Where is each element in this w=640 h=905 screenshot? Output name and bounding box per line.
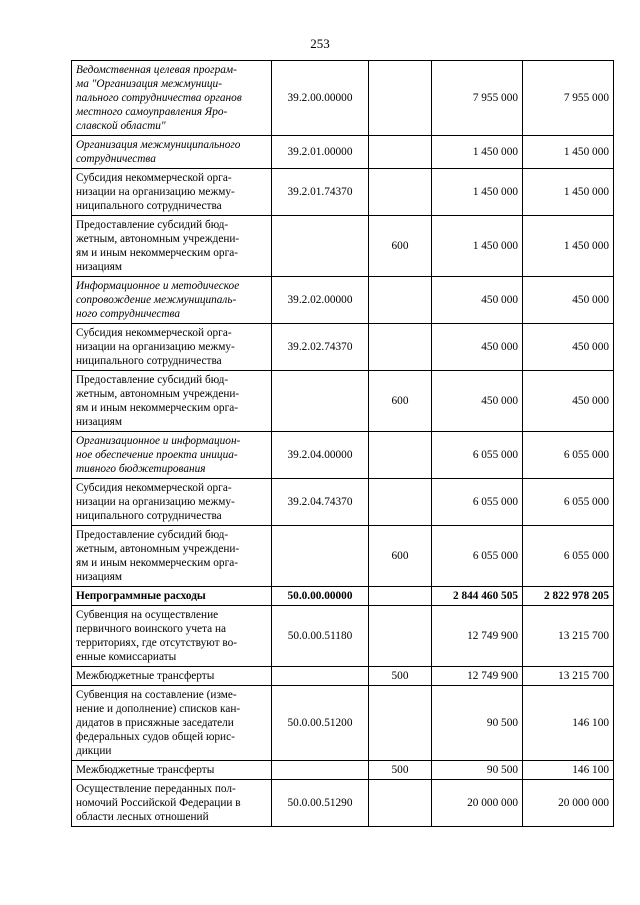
row-code-cell: 39.2.02.74370	[272, 324, 369, 371]
row-kind-cell: 500	[369, 667, 432, 686]
table-row	[72, 277, 614, 324]
row-sum-year1-cell: 450 000	[432, 324, 523, 371]
row-sum-year1-cell: 450 000	[432, 277, 523, 324]
row-code-cell: 39.2.04.00000	[272, 432, 369, 479]
row-name-cell: Межбюджетные трансферты	[72, 761, 272, 780]
row-code-cell	[272, 667, 369, 686]
table-row	[72, 479, 614, 526]
row-sum-year1-cell: 90 500	[432, 761, 523, 780]
row-kind-cell	[369, 587, 432, 606]
row-sum-year2-cell: 7 955 000	[523, 61, 614, 136]
row-kind-cell	[369, 686, 432, 761]
row-name-cell: Субвенция на составление (изме- нение и дополнение) списков кан- дидатов в присяжные заседатели федеральных судов общей юрис- дикции	[72, 686, 272, 761]
row-kind-cell	[369, 780, 432, 827]
row-sum-year1-cell: 20 000 000	[432, 780, 523, 827]
row-kind-cell	[369, 169, 432, 216]
row-sum-year1-cell: 6 055 000	[432, 432, 523, 479]
row-kind-cell	[369, 479, 432, 526]
row-name-cell: Предоставление субсидий бюд- жетным, автономным учреждени- ям и иным некоммерческим орга- низациям	[72, 526, 272, 587]
row-name-cell: Субсидия некоммерческой орга- низации на организацию межму- ниципального сотрудничества	[72, 479, 272, 526]
row-kind-cell	[369, 61, 432, 136]
row-sum-year1-cell: 1 450 000	[432, 216, 523, 277]
table-row	[72, 606, 614, 667]
budget-table-body	[72, 61, 614, 827]
row-sum-year2-cell: 1 450 000	[523, 136, 614, 169]
table-row	[72, 216, 614, 277]
row-sum-year1-cell: 12 749 900	[432, 667, 523, 686]
row-sum-year1-cell: 12 749 900	[432, 606, 523, 667]
row-name-cell: Межбюджетные трансферты	[72, 667, 272, 686]
row-kind-cell	[369, 136, 432, 169]
row-sum-year1-cell: 1 450 000	[432, 136, 523, 169]
table-row	[72, 371, 614, 432]
row-sum-year1-cell: 1 450 000	[432, 169, 523, 216]
row-code-cell: 39.2.01.00000	[272, 136, 369, 169]
row-kind-cell: 500	[369, 761, 432, 780]
row-code-cell: 50.0.00.51290	[272, 780, 369, 827]
row-sum-year2-cell: 6 055 000	[523, 526, 614, 587]
row-sum-year1-cell: 6 055 000	[432, 479, 523, 526]
row-code-cell	[272, 216, 369, 277]
row-name-cell: Предоставление субсидий бюд- жетным, автономным учреждени- ям и иным некоммерческим орга- низациям	[72, 371, 272, 432]
row-sum-year2-cell: 13 215 700	[523, 667, 614, 686]
table-row	[72, 761, 614, 780]
row-name-cell: Субвенция на осуществление первичного воинского учета на территориях, где отсутствуют во- енные комиссариаты	[72, 606, 272, 667]
row-sum-year1-cell: 7 955 000	[432, 61, 523, 136]
row-sum-year2-cell: 1 450 000	[523, 216, 614, 277]
table-row	[72, 686, 614, 761]
row-sum-year1-cell: 450 000	[432, 371, 523, 432]
table-row	[72, 136, 614, 169]
row-sum-year2-cell: 146 100	[523, 761, 614, 780]
row-sum-year2-cell: 6 055 000	[523, 432, 614, 479]
row-name-cell: Информационное и методическое сопровождение межмуниципаль- ного сотрудничества	[72, 277, 272, 324]
row-name-cell: Организационное и информацион- ное обеспечение проекта инициа- тивного бюджетирования	[72, 432, 272, 479]
row-sum-year2-cell: 450 000	[523, 324, 614, 371]
row-code-cell	[272, 761, 369, 780]
row-sum-year2-cell: 450 000	[523, 371, 614, 432]
row-kind-cell: 600	[369, 216, 432, 277]
row-kind-cell	[369, 432, 432, 479]
table-row	[72, 667, 614, 686]
row-sum-year2-cell: 13 215 700	[523, 606, 614, 667]
row-code-cell: 50.0.00.51200	[272, 686, 369, 761]
table-row	[72, 526, 614, 587]
row-name-cell: Непрограммные расходы	[72, 587, 272, 606]
row-code-cell	[272, 526, 369, 587]
row-name-cell: Осуществление переданных пол- номочий Российской Федерации в области лесных отношений	[72, 780, 272, 827]
row-code-cell: 50.0.00.51180	[272, 606, 369, 667]
table-row	[72, 432, 614, 479]
row-code-cell: 39.2.02.00000	[272, 277, 369, 324]
row-sum-year2-cell: 20 000 000	[523, 780, 614, 827]
row-sum-year2-cell: 2 822 978 205	[523, 587, 614, 606]
table-row	[72, 780, 614, 827]
row-code-cell: 39.2.04.74370	[272, 479, 369, 526]
row-sum-year2-cell: 1 450 000	[523, 169, 614, 216]
row-sum-year1-cell: 6 055 000	[432, 526, 523, 587]
row-kind-cell	[369, 324, 432, 371]
row-name-cell: Субсидия некоммерческой орга- низации на организацию межму- ниципального сотрудничества	[72, 169, 272, 216]
table-row	[72, 61, 614, 136]
row-code-cell: 39.2.00.00000	[272, 61, 369, 136]
row-kind-cell: 600	[369, 371, 432, 432]
row-code-cell: 39.2.01.74370	[272, 169, 369, 216]
page-number: 253	[310, 36, 330, 51]
budget-table	[71, 60, 614, 827]
row-name-cell: Субсидия некоммерческой орга- низации на организацию межму- ниципального сотрудничества	[72, 324, 272, 371]
table-row	[72, 324, 614, 371]
row-kind-cell: 600	[369, 526, 432, 587]
row-sum-year2-cell: 450 000	[523, 277, 614, 324]
row-name-cell: Организация межмуниципального сотрудничества	[72, 136, 272, 169]
row-name-cell: Предоставление субсидий бюд- жетным, автономным учреждени- ям и иным некоммерческим орга- низациям	[72, 216, 272, 277]
row-kind-cell	[369, 606, 432, 667]
table-row	[72, 587, 614, 606]
row-sum-year2-cell: 6 055 000	[523, 479, 614, 526]
row-kind-cell	[369, 277, 432, 324]
row-code-cell: 50.0.00.00000	[272, 587, 369, 606]
row-name-cell: Ведомственная целевая програм- ма "Организация межмуници- пального сотрудничества органов местного самоуправления Яро- славской области"	[72, 61, 272, 136]
row-sum-year1-cell: 2 844 460 505	[432, 587, 523, 606]
row-code-cell	[272, 371, 369, 432]
table-row	[72, 169, 614, 216]
row-sum-year2-cell: 146 100	[523, 686, 614, 761]
row-sum-year1-cell: 90 500	[432, 686, 523, 761]
